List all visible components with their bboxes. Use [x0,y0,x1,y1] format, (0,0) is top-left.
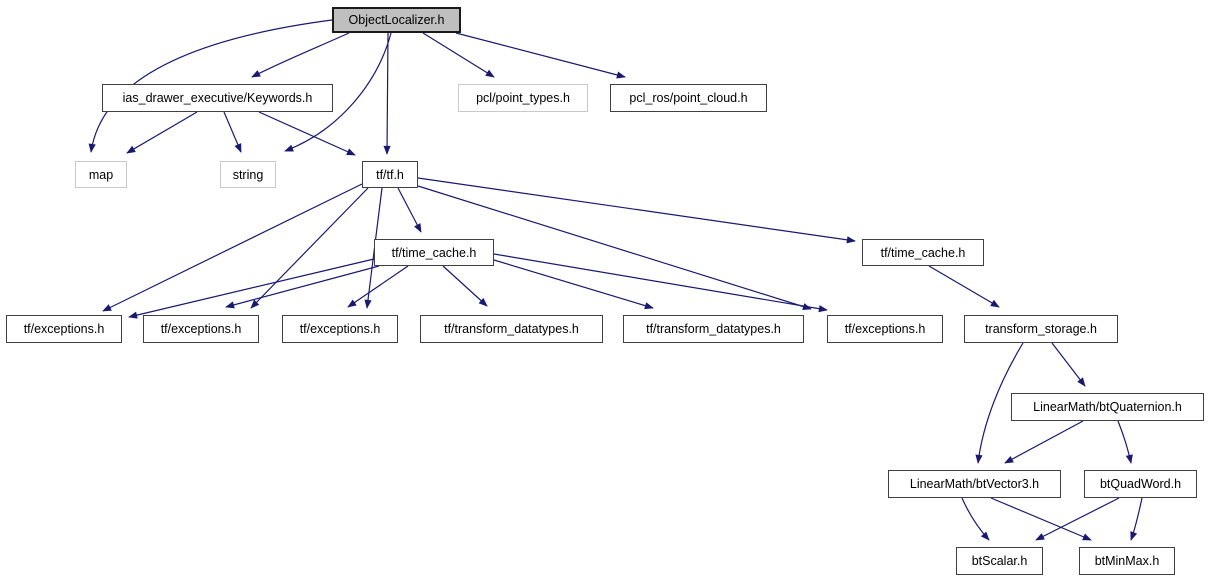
node-label: map [88,167,114,182]
node-tf-transform-datatypes-h-2[interactable] [623,315,804,343]
edge-quaternion-to-vector3 [1005,421,1083,463]
node-label: tf/exceptions.h [844,322,926,336]
edge-keywords-to-tf [259,112,355,155]
node-transform-storage-h[interactable] [964,315,1118,343]
node-pcl-ros-point-cloud-h[interactable] [610,84,767,112]
node-label: btQuadWord.h [1099,477,1182,491]
node-linearmath-btquaternion-h[interactable] [1011,393,1204,421]
node-linearmath-btvector3-h[interactable] [888,470,1061,498]
node-label: tf/tf.h [376,167,404,182]
node-pcl-point-types-h [458,84,588,112]
node-string [220,161,276,188]
edge-timecache-right-to-storage [929,266,999,307]
node-map [75,161,127,188]
node-label: tf/time_cache.h [391,245,477,260]
node-btminmax-h[interactable] [1079,547,1175,575]
node-label: tf/transform_datatypes.h [444,322,579,336]
node-btscalar-h[interactable] [956,547,1043,575]
node-label: btMinMax.h [1094,554,1160,568]
node-label: tf/exceptions.h [23,322,105,336]
edge-tf-to-timecache-left [398,188,421,232]
node-objectlocalizer-h [332,7,461,33]
edge-vector3-to-scalar [962,498,989,540]
node-ias-drawer-executive-keywords-h[interactable] [102,84,333,112]
edge-keywords-to-map [127,112,197,153]
edge-quadword-to-minmax [1131,498,1142,540]
node-label: string [232,167,264,182]
edge-keywords-to-string [224,112,241,152]
node-label: tf/time_cache.h [880,245,966,260]
node-label: btScalar.h [971,554,1028,568]
node-label: LinearMath/btQuaternion.h [1033,400,1182,414]
node-tf-exceptions-h-2[interactable] [143,315,259,343]
edge-vector3-to-minmax [991,498,1091,540]
node-btquadword-h[interactable] [1084,470,1197,498]
node-tf-time-cache-h-left[interactable] [374,239,494,266]
node-tf-exceptions-h-3[interactable] [282,315,398,343]
node-tf-time-cache-h-right[interactable] [862,239,984,266]
node-label: transform_storage.h [985,322,1097,336]
edge-quaternion-to-quadword [1118,421,1131,463]
node-label: LinearMath/btVector3.h [909,477,1040,491]
node-tf-exceptions-h-right[interactable] [827,315,943,343]
node-label: ias_drawer_executive/Keywords.h [122,91,313,105]
node-tf-transform-datatypes-h-1[interactable] [420,315,603,343]
node-tf-tf-h[interactable] [362,161,418,188]
node-tf-exceptions-h-1[interactable] [6,315,122,343]
edge-tf-to-timecache-right [418,178,855,241]
node-label: tf/exceptions.h [299,322,381,336]
node-label: pcl/point_types.h [476,91,570,105]
node-label: ObjectLocalizer.h [348,13,445,27]
node-label: tf/exceptions.h [160,322,242,336]
edge-tf-to-exceptions2 [251,188,368,308]
edge-root-to-tf [387,33,388,154]
edge-storage-to-quaternion [1052,343,1085,386]
node-label: pcl_ros/point_cloud.h [629,91,748,105]
edge-timecache-left-to-datatypes1 [443,266,487,306]
node-label: tf/transform_datatypes.h [646,322,781,336]
edge-root-to-point-cloud [456,33,625,77]
edge-root-to-keywords [252,33,349,77]
